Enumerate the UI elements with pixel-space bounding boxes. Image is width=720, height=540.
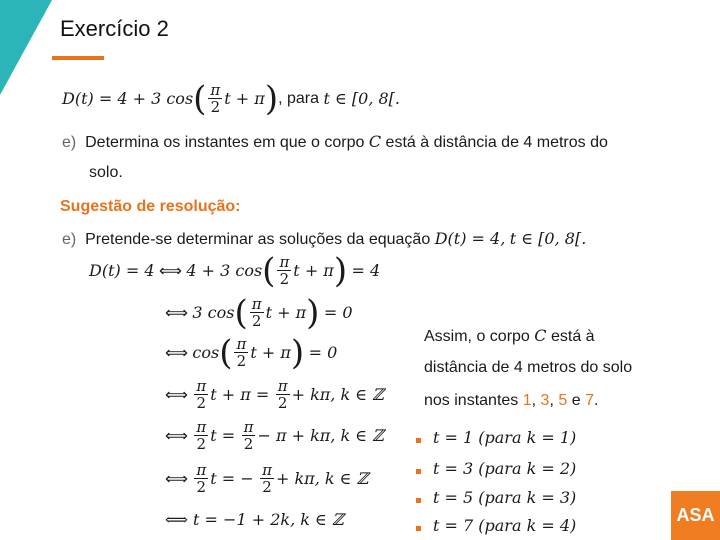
bullet-item: t = 1 (para k = 1) xyxy=(416,428,576,448)
title-underline xyxy=(52,56,104,60)
conclusion-line3: nos instantes 1, 3, 5 e 7. xyxy=(424,392,599,409)
conclusion-line1: Assim, o corpo C está à xyxy=(424,326,595,345)
asa-logo: ASA xyxy=(671,491,720,540)
step-2: ⟺ 3 cos ( $\frac{\pi}{2}$ t + π ) = 0 xyxy=(165,292,353,333)
bullet-marker xyxy=(416,498,421,503)
bullet-marker xyxy=(416,438,421,443)
step-1: D(t) = 4 ⟺ 4 + 3 cos ( $\frac{\pi}{2}$ t + π ) = 4 xyxy=(89,250,381,291)
bullet-item: t = 7 (para k = 4) xyxy=(416,516,576,536)
bullet-item: t = 3 (para k = 2) xyxy=(416,459,576,479)
suggestion-label: Sugestão de resolução: xyxy=(60,198,241,215)
question-line2: solo. xyxy=(89,164,123,181)
bullet-item: t = 5 (para k = 3) xyxy=(416,488,576,508)
conclusion-line2: distância de 4 metros do solo xyxy=(424,359,633,376)
step-5: ⟺ $\frac{\pi}{2}$ t = $\frac{\pi}{2}$ − π + kπ, k ∈ ℤ xyxy=(165,418,384,453)
question-line1: e) Determina os instantes em que o corpo C está à distância de 4 metros do xyxy=(62,132,608,151)
bullet-marker xyxy=(416,469,421,474)
step-4: ⟺ $\frac{\pi}{2}$ t + π = $\frac{\pi}{2}$ + kπ, k ∈ ℤ xyxy=(165,377,384,412)
answer-intro: e) Pretende-se determinar as soluções da equação D(t) = 4, t ∈ [0, 8[. xyxy=(62,229,587,248)
bullet-marker xyxy=(416,526,421,531)
slide-title: Exercício 2 xyxy=(60,16,169,41)
corner-decoration xyxy=(0,0,70,95)
step-3: ⟺ cos ( $\frac{\pi}{2}$ t + π ) = 0 xyxy=(165,332,338,373)
step-6: ⟺ $\frac{\pi}{2}$ t = − $\frac{\pi}{2}$ + kπ, k ∈ ℤ xyxy=(165,461,369,496)
step-7: ⟺ t = −1 + 2k, k ∈ ℤ xyxy=(165,510,344,529)
intro-formula: D(t) = 4 + 3 cos ( $\frac{\pi}{2}$ t + π ) , para t ∈ [0, 8[. xyxy=(62,78,400,119)
